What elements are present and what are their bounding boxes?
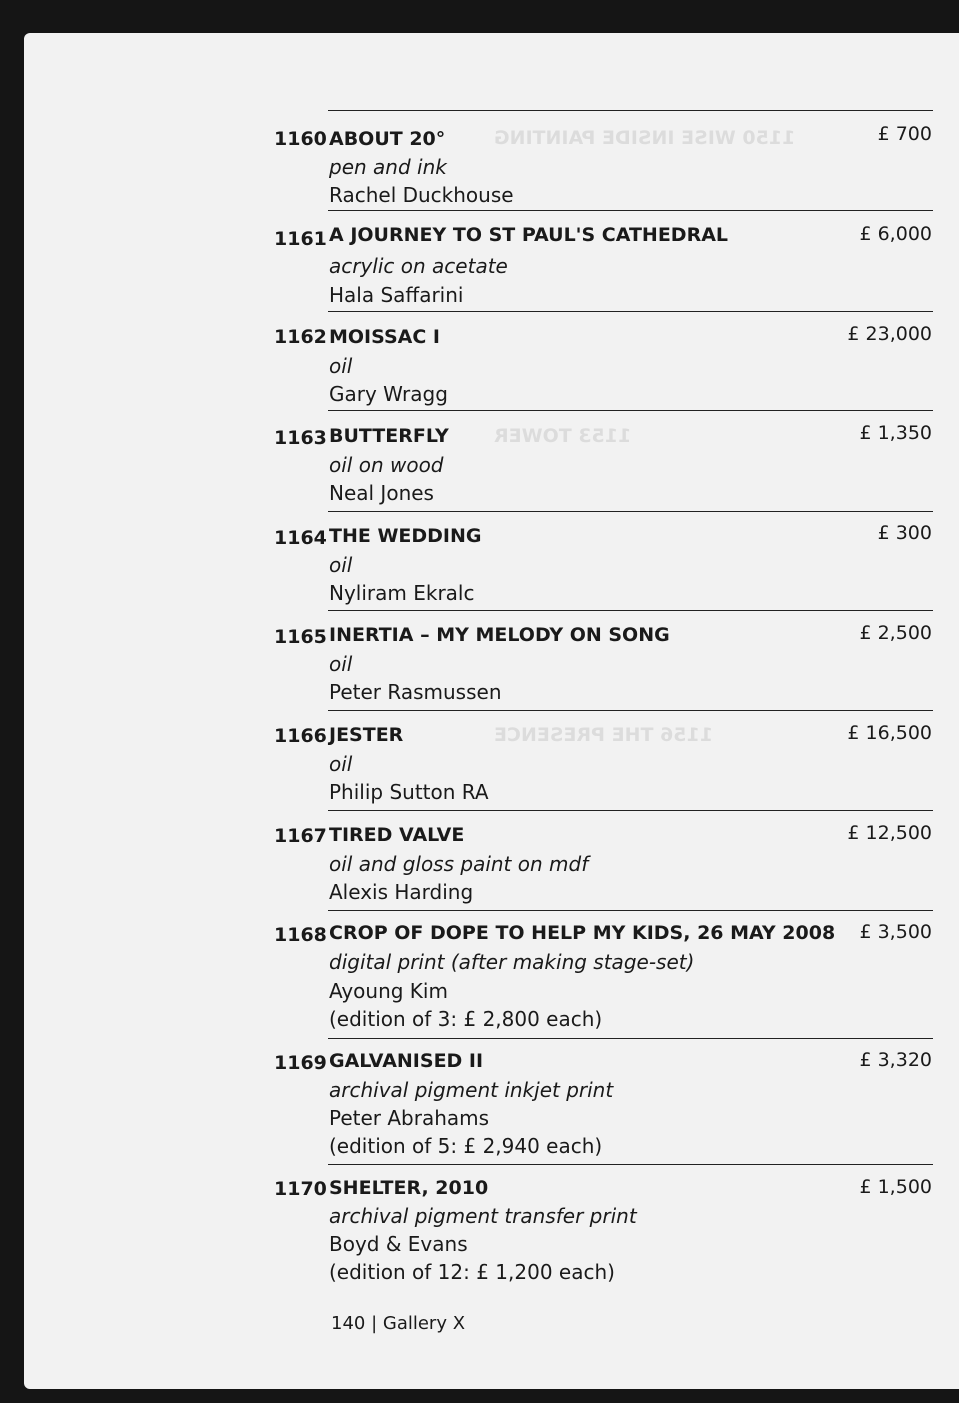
show-through-text: 1156 THE PRESENCE (494, 724, 713, 746)
artwork-title: MOISSAC I (329, 326, 440, 348)
artwork-title: THE WEDDING (329, 525, 482, 547)
artwork-title: SHELTER, 2010 (329, 1177, 489, 1199)
artwork-title: ABOUT 20° (329, 128, 446, 150)
artist-name: Peter Abrahams (329, 1106, 490, 1130)
artwork-price: £ 3,320 (859, 1049, 932, 1071)
artwork-medium: oil (329, 752, 353, 776)
artwork-title: BUTTERFLY (329, 425, 449, 447)
artwork-title: JESTER (329, 724, 404, 746)
entry-rule (328, 810, 933, 811)
artist-name: Neal Jones (329, 481, 434, 505)
lot-number: 1168 (274, 924, 327, 946)
artist-name: Boyd & Evans (329, 1232, 468, 1256)
lot-number: 1167 (274, 825, 327, 847)
artwork-medium: archival pigment inkjet print (329, 1078, 614, 1102)
edition-info: (edition of 5: £ 2,940 each) (329, 1134, 603, 1158)
entry-rule (328, 110, 933, 111)
lot-number: 1166 (274, 725, 327, 747)
lot-number: 1161 (274, 228, 327, 250)
page-footer: 140 | Gallery X (331, 1313, 466, 1334)
artist-name: Alexis Harding (329, 880, 474, 904)
artwork-price: £ 3,500 (859, 921, 932, 943)
artwork-medium: acrylic on acetate (329, 254, 508, 278)
entry-rule (328, 910, 933, 911)
show-through-text: 1153 TOWER (494, 425, 632, 447)
show-through-text: 1150 WISE INSIDE PAINTING (494, 127, 796, 149)
entry-rule (328, 511, 933, 512)
artwork-title: TIRED VALVE (329, 824, 465, 846)
artwork-price: £ 700 (877, 123, 932, 145)
artist-name: Gary Wragg (329, 382, 448, 406)
artwork-medium: oil (329, 553, 353, 577)
artist-name: Hala Saffarini (329, 283, 464, 307)
artwork-medium: digital print (after making stage-set) (329, 950, 695, 974)
entry-rule (328, 410, 933, 411)
artwork-medium: oil and gloss paint on mdf (329, 852, 589, 876)
artwork-medium: oil (329, 354, 353, 378)
artwork-title: INERTIA – MY MELODY ON SONG (329, 624, 670, 646)
entry-rule (328, 1038, 933, 1039)
lot-number: 1160 (274, 128, 327, 150)
lot-number: 1164 (274, 527, 327, 549)
artist-name: Nyliram Ekralc (329, 581, 475, 605)
artwork-price: £ 1,500 (859, 1176, 932, 1198)
entry-rule (328, 210, 933, 211)
artwork-medium: archival pigment transfer print (329, 1204, 637, 1228)
artwork-medium: pen and ink (329, 155, 447, 179)
entry-rule (328, 311, 933, 312)
edition-info: (edition of 3: £ 2,800 each) (329, 1007, 603, 1031)
artwork-price: £ 1,350 (859, 422, 932, 444)
lot-number: 1170 (274, 1178, 327, 1200)
artwork-price: £ 16,500 (847, 722, 932, 744)
artwork-medium: oil on wood (329, 453, 444, 477)
artwork-price: £ 12,500 (847, 822, 932, 844)
entry-rule (328, 610, 933, 611)
artwork-price: £ 300 (877, 522, 932, 544)
lot-number: 1169 (274, 1052, 327, 1074)
entry-rule (328, 710, 933, 711)
entry-rule (328, 1164, 933, 1165)
artwork-title: A JOURNEY TO ST PAUL'S CATHEDRAL (329, 224, 729, 246)
artwork-title: GALVANISED II (329, 1050, 484, 1072)
artwork-title: CROP OF DOPE TO HELP MY KIDS, 26 MAY 2008 (329, 922, 836, 944)
artist-name: Ayoung Kim (329, 979, 448, 1003)
catalogue-page (24, 33, 959, 1389)
lot-number: 1162 (274, 326, 327, 348)
artwork-price: £ 23,000 (847, 323, 932, 345)
artist-name: Rachel Duckhouse (329, 183, 514, 207)
artist-name: Philip Sutton RA (329, 780, 489, 804)
artwork-medium: oil (329, 652, 353, 676)
artwork-price: £ 6,000 (859, 223, 932, 245)
edition-info: (edition of 12: £ 1,200 each) (329, 1260, 615, 1284)
artist-name: Peter Rasmussen (329, 680, 502, 704)
lot-number: 1163 (274, 427, 327, 449)
lot-number: 1165 (274, 626, 327, 648)
artwork-price: £ 2,500 (859, 622, 932, 644)
